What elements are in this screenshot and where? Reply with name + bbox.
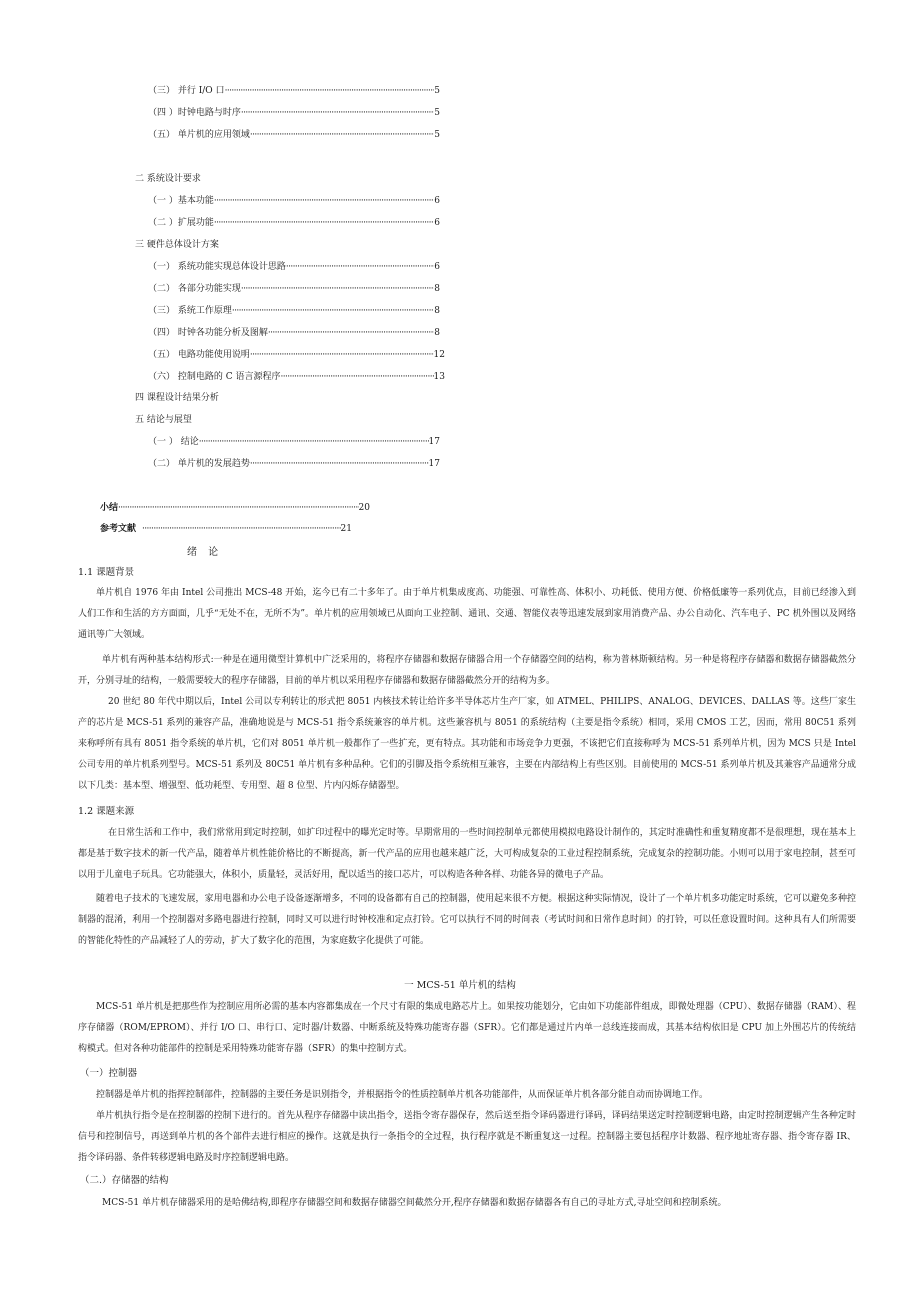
- paragraph: MCS-51 单片机存储器采用的是哈佛结构,即程序存储器空间和数据存储器空间截然分开,程序存储器和数据存储器各有自己的寻址方式,寻址空间和控制系统。: [102, 1198, 727, 1208]
- toc-section[interactable]: 五 结论与展望: [135, 415, 192, 425]
- toc-item[interactable]: （四） 时钟各功能分析及图解 ····· 8: [148, 325, 440, 341]
- toc-section[interactable]: 四 课程设计结果分析: [135, 393, 219, 403]
- toc-section[interactable]: 二 系统设计要求: [135, 174, 201, 184]
- toc-item[interactable]: （二） 单片机的发展趋势 ····· 17: [148, 456, 440, 472]
- subsection-heading: （二.）存储器的结构: [80, 1175, 169, 1186]
- paragraph: 单片机有两种基本结构形式:一种是在通用微型计算机中广泛采用的，将程序存储器和数据存储器合用一个存储器空间的结构，称为普林斯顿结构。另一种是将程序存储器和数据存储器截然分开，分别寻址的结构，一般需要较大的程序存储器，目前的单片机以采用程序存储器和数据存储器截然分开的结构为多。: [78, 655, 856, 686]
- toc-item[interactable]: （四 ）时钟电路与时序 ····· 5: [148, 105, 440, 121]
- section-heading: 1.2 课题来源: [78, 806, 135, 817]
- section-title: 一 MCS-51 单片机的结构: [404, 980, 516, 991]
- toc-item[interactable]: （六） 控制电路的 C 语言源程序 ····· 13: [148, 369, 445, 385]
- paragraph: 在日常生活和工作中，我们常常用到定时控制，如扩印过程中的曝光定时等。早期常用的一些时间控制单元都使用模拟电路设计制作的，其定时准确性和重复精度都不是很理想，现在基本上都是基于数字技术的新一代产品，随着单片机性能价格比的不断提高，新一代产品的应用也越来越广泛，大可构成复杂的工业过程控制系统，完成复杂的控制功能。小则可以用于家电控制，甚至可以用于儿童电子玩具。它功能强大，体积小，质量轻，灵活好用，配以适当的接口芯片，可以构造各种各样、功能各异的微电子产品。: [78, 828, 856, 880]
- toc-item[interactable]: （五） 电路功能使用说明 ····· 12: [148, 347, 445, 363]
- paragraph: 随着电子技术的飞速发展，家用电器和办公电子设备逐渐增多，不同的设备都有自己的控制器，使用起来很不方便。根据这种实际情况，设计了一个单片机多功能定时系统，它可以避免多种控制器的混淆，利用一个控制器对多路电器进行控制，同时又可以进行时钟校准和定点打铃。它可以执行不同的时间表（考试时间和日常作息时间）的打铃，可以任意设置时间。这种具有人们所需要的智能化特性的产品减轻了人的劳动，扩大了数字化的范围，为家庭数字化提供了可能。: [78, 894, 856, 946]
- toc-item[interactable]: （二 ）扩展功能 ····· 6: [148, 215, 440, 231]
- toc-section[interactable]: 三 硬件总体设计方案: [135, 240, 219, 250]
- paragraph: 单片机执行指令是在控制器的控制下进行的。首先从程序存储器中读出指令，送指令寄存器保存，然后送至指令译码器进行译码，译码结果送定时控制逻辑电路，由定时控制逻辑产生各种定时信号和控制信号，再送到单片机的各个部件去进行相应的操作。这就是执行一条指令的全过程，执行程序就是不断重复这一过程。控制器主要包括程序计数器、程序地址寄存器、指令寄存器 IR、指令译码器、条件转移逻辑电路及时序控制逻辑电路。: [78, 1111, 856, 1163]
- toc-item[interactable]: （一） 系统功能实现总体设计思路 ····· 6: [148, 259, 440, 275]
- toc-item[interactable]: （二） 各部分功能实现 ····· 8: [148, 281, 440, 297]
- toc-summary[interactable]: 小结 ····· 20: [100, 500, 370, 516]
- paragraph: 控制器是单片机的指挥控制部件，控制器的主要任务是识别指令，并根据指令的性质控制单片机各功能部件，从而保证单片机各部分能自动而协调地工作。: [96, 1090, 709, 1100]
- toc-item[interactable]: （三） 并行 I/O 口 ····· 5: [148, 83, 440, 99]
- chapter-title: 绪 论: [187, 547, 223, 558]
- paragraph: 20 世纪 80 年代中期以后，Intel 公司以专利转让的形式把 8051 内核技术转让给许多半导体芯片生产厂家，如 ATMEL、PHILIPS、ANALOG、DEVICES、DALLAS 等。这些厂家生产的芯片是 MCS-51 系列的兼容产品，准确地说是与 MCS-51 指令系统兼容的单片机。这些兼容机与 8051 的系统结构（主要是指令系统）相同，采用 CMOS 工艺，因而，常用 80C51 系列来称呼所有具有 8051 指令系统的单片机，它们对 8051 单片机一般都作了一些扩充，更有特点。其功能和市场竞争力更强，不该把它们直接称呼为 MCS-51 系列单片机，因为 MCS 只是 Intel 公司专用的单片机系列型号。MCS-51 系列及 80C51 单片机有多种品种。它们的引脚及指令系统相互兼容，主要在内部结构上有些区别。目前使用的 MCS-51 系列单片机及其兼容产品通常分成以下几类：基本型、增强型、低功耗型、专用型、超 8 位型、片内闪烁存储器型。: [78, 697, 856, 791]
- toc-item[interactable]: （五） 单片机的应用领域 ····· 5: [148, 127, 440, 143]
- subsection-heading: （一）控制器: [80, 1068, 138, 1079]
- toc-references[interactable]: 参考文献 ····· 21: [100, 521, 352, 537]
- toc-item[interactable]: （一 ） 结论 ····· 17: [148, 434, 440, 450]
- toc-item[interactable]: （一 ）基本功能 ····· 6: [148, 193, 440, 209]
- paragraph: MCS-51 单片机是把那些作为控制应用所必需的基本内容都集成在一个尺寸有限的集成电路芯片上。如果按功能划分，它由如下功能部件组成，即微处理器（CPU）、数据存储器（RAM）、程序存储器（ROM/EPROM）、并行 I/O 口、串行口、定时器/计数器、中断系统及特殊功能寄存器（SFR）。它们都是通过片内单一总线连接而成，其基本结构依旧是 CPU 加上外围芯片的传统结构模式。但对各种功能部件的控制是采用特殊功能寄存器（SFR）的集中控制方式。: [78, 1002, 856, 1054]
- section-heading: 1.1 课题背景: [78, 567, 135, 578]
- toc-item[interactable]: （三） 系统工作原理 ····· 8: [148, 303, 440, 319]
- paragraph: 单片机自 1976 年由 Intel 公司推出 MCS-48 开始，迄今已有二十多年了。由于单片机集成度高、功能强、可靠性高、体积小、功耗低、使用方便、价格低廉等一系列优点，目前已经渗入到人们工作和生活的方方面面，几乎“无处不在，无所不为”。单片机的应用领域已从面向工业控制、通讯、交通、智能仪表等迅速发展到家用消费产品、办公自动化、汽车电子、PC 机外围以及网络通讯等广大领域。: [78, 588, 856, 640]
